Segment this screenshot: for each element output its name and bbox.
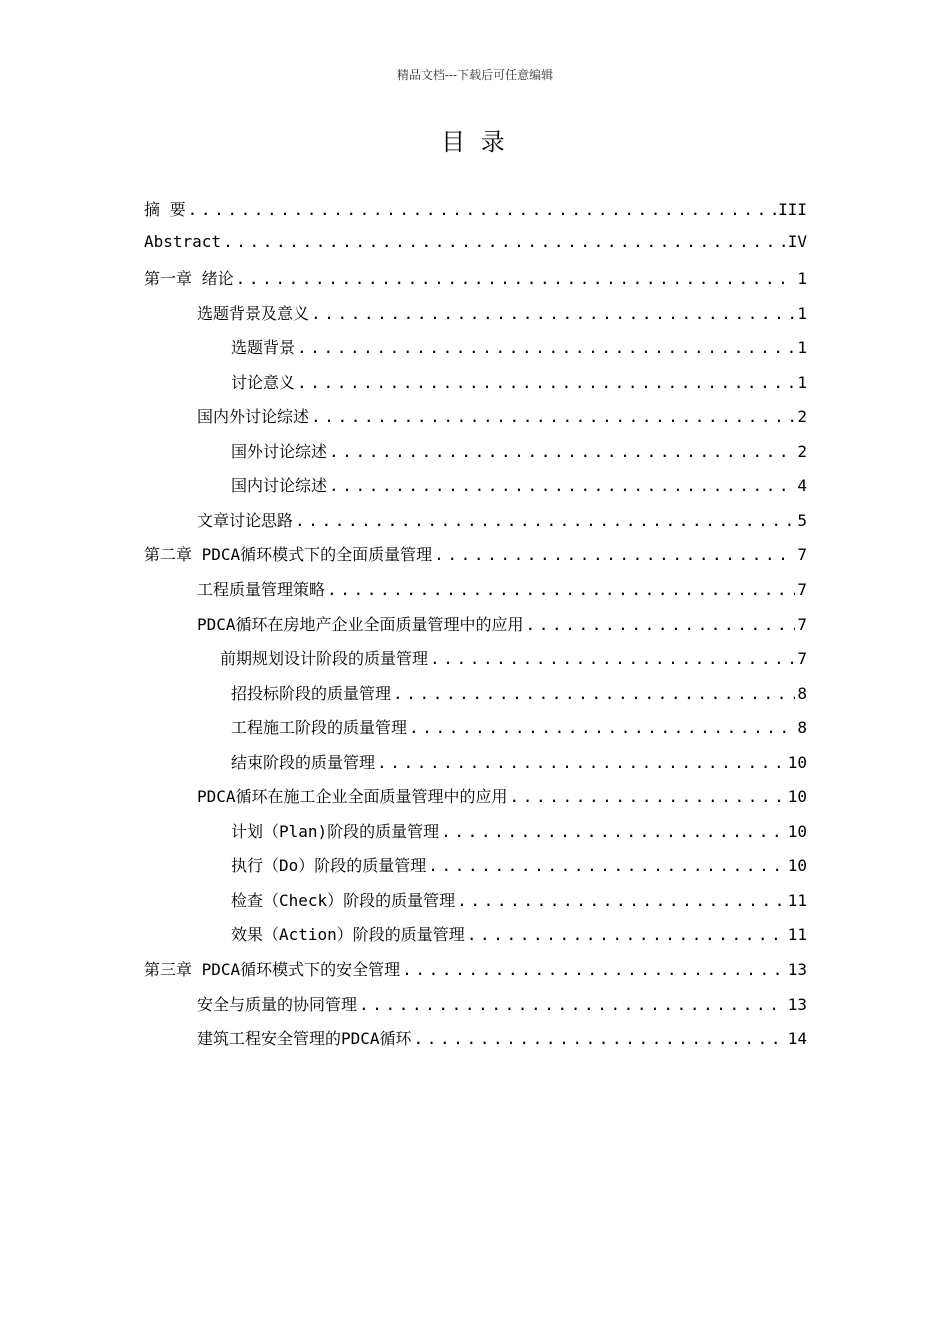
- toc-page-number: 8: [797, 683, 807, 703]
- toc-label: 结束阶段的质量管理: [231, 752, 376, 772]
- toc-entry[interactable]: [144, 1026, 807, 1061]
- toc-entry[interactable]: [144, 577, 807, 612]
- toc-page-number: 14: [787, 1029, 807, 1049]
- toc-entry[interactable]: [144, 508, 807, 543]
- toc-entry[interactable]: [144, 922, 807, 957]
- dot-leader: [430, 649, 795, 668]
- dot-leader: [441, 822, 786, 841]
- toc-page-number: 10: [787, 787, 807, 807]
- toc-label: 计划（Plan)阶段的质量管理: [231, 821, 440, 841]
- toc-entry[interactable]: [144, 957, 807, 992]
- toc-label: 国内外讨论综述: [197, 407, 310, 427]
- toc-page-number: 7: [797, 545, 807, 565]
- toc-page-number: 7: [797, 649, 807, 669]
- toc-label: 执行（Do）阶段的质量管理: [231, 856, 427, 876]
- toc-entry[interactable]: [144, 612, 807, 647]
- toc-page-number: 11: [787, 890, 807, 910]
- dot-leader: [457, 891, 786, 910]
- toc-entry[interactable]: [144, 853, 807, 888]
- toc-label: 建筑工程安全管理的PDCA循环: [197, 1029, 412, 1049]
- toc-entry[interactable]: [144, 301, 807, 336]
- dot-leader: [434, 545, 795, 564]
- dot-leader: [311, 407, 795, 426]
- dot-leader: [311, 304, 795, 323]
- toc-entry[interactable]: [144, 197, 807, 232]
- dot-leader: [428, 856, 785, 875]
- dot-leader: [329, 442, 795, 461]
- toc-label: Abstract: [144, 231, 222, 251]
- toc-page-number: III: [778, 200, 807, 219]
- toc-page-number: 1: [797, 338, 807, 358]
- dot-leader: [393, 684, 795, 703]
- toc-label: 国外讨论综述: [231, 441, 328, 461]
- toc-entry[interactable]: [144, 646, 807, 681]
- toc-entry[interactable]: [144, 335, 807, 370]
- toc-label: 安全与质量的协同管理: [197, 994, 358, 1014]
- toc-entry[interactable]: [144, 715, 807, 750]
- toc-label: 检查（Check）阶段的质量管理: [231, 890, 456, 910]
- toc-entry[interactable]: [144, 542, 807, 577]
- dot-leader: [297, 338, 795, 357]
- dot-leader: [402, 960, 786, 979]
- toc-page-number: 1: [797, 303, 807, 323]
- toc-label: 效果（Action）阶段的质量管理: [231, 925, 465, 945]
- toc-entry[interactable]: [144, 888, 807, 923]
- toc-page-number: 13: [787, 994, 807, 1014]
- toc-page-number: 4: [797, 476, 807, 496]
- toc-entry[interactable]: [144, 819, 807, 854]
- dot-leader: [297, 373, 795, 392]
- dot-leader: [526, 615, 796, 634]
- toc-label: PDCA循环在房地产企业全面质量管理中的应用: [197, 614, 524, 634]
- toc-label: 工程施工阶段的质量管理: [231, 718, 408, 738]
- toc-page-number: 10: [787, 856, 807, 876]
- toc-entry[interactable]: [144, 232, 807, 267]
- toc-page-number: 10: [787, 752, 807, 772]
- toc-label: 摘 要: [144, 200, 186, 219]
- toc-entry[interactable]: [144, 750, 807, 785]
- toc-entry[interactable]: [144, 266, 807, 301]
- table-of-contents: [144, 197, 807, 1061]
- toc-label: 第一章 绪论: [144, 269, 234, 289]
- toc-page-number: 10: [787, 821, 807, 841]
- toc-page-number: 1: [797, 269, 807, 289]
- toc-page-number: 2: [797, 407, 807, 427]
- toc-entry[interactable]: [144, 404, 807, 439]
- dot-leader: [414, 1029, 786, 1048]
- toc-label: 国内讨论综述: [231, 476, 328, 496]
- dot-leader: [377, 753, 786, 772]
- page-title: 目 录: [441, 128, 509, 156]
- toc-page-number: 7: [797, 614, 807, 634]
- toc-entry[interactable]: [144, 681, 807, 716]
- toc-label: 文章讨论思路: [197, 510, 294, 530]
- toc-page-number: IV: [787, 231, 807, 251]
- dot-leader: [510, 787, 786, 806]
- dot-leader: [327, 580, 795, 599]
- dot-leader: [223, 232, 786, 251]
- toc-label: 招投标阶段的质量管理: [231, 683, 392, 703]
- toc-label: 选题背景及意义: [197, 303, 310, 323]
- toc-label: 讨论意义: [231, 372, 296, 392]
- toc-label: 第二章 PDCA循环模式下的全面质量管理: [144, 545, 433, 565]
- toc-page-number: 13: [787, 960, 807, 980]
- dot-leader: [329, 476, 795, 495]
- dot-leader: [409, 718, 795, 737]
- toc-label: 第三章 PDCA循环模式下的安全管理: [144, 960, 401, 980]
- toc-page-number: 2: [797, 441, 807, 461]
- toc-entry[interactable]: [144, 370, 807, 405]
- dot-leader: [188, 200, 776, 219]
- dot-leader: [359, 995, 786, 1014]
- toc-entry[interactable]: [144, 992, 807, 1027]
- toc-label: 工程质量管理策略: [197, 580, 326, 600]
- dot-leader: [236, 269, 796, 288]
- toc-label: 前期规划设计阶段的质量管理: [220, 649, 429, 669]
- dot-leader: [467, 925, 786, 944]
- toc-entry[interactable]: [144, 784, 807, 819]
- dot-leader: [295, 511, 795, 530]
- header-note: 精品文档---下载后可任意编辑: [396, 68, 554, 82]
- toc-page-number: 8: [797, 718, 807, 738]
- toc-page-number: 5: [797, 510, 807, 530]
- toc-entry[interactable]: [144, 439, 807, 474]
- toc-entry[interactable]: [144, 473, 807, 508]
- toc-label: PDCA循环在施工企业全面质量管理中的应用: [197, 787, 508, 807]
- toc-label: 选题背景: [231, 338, 296, 358]
- toc-page-number: 11: [787, 925, 807, 945]
- toc-page-number: 1: [797, 372, 807, 392]
- toc-page-number: 7: [797, 580, 807, 600]
